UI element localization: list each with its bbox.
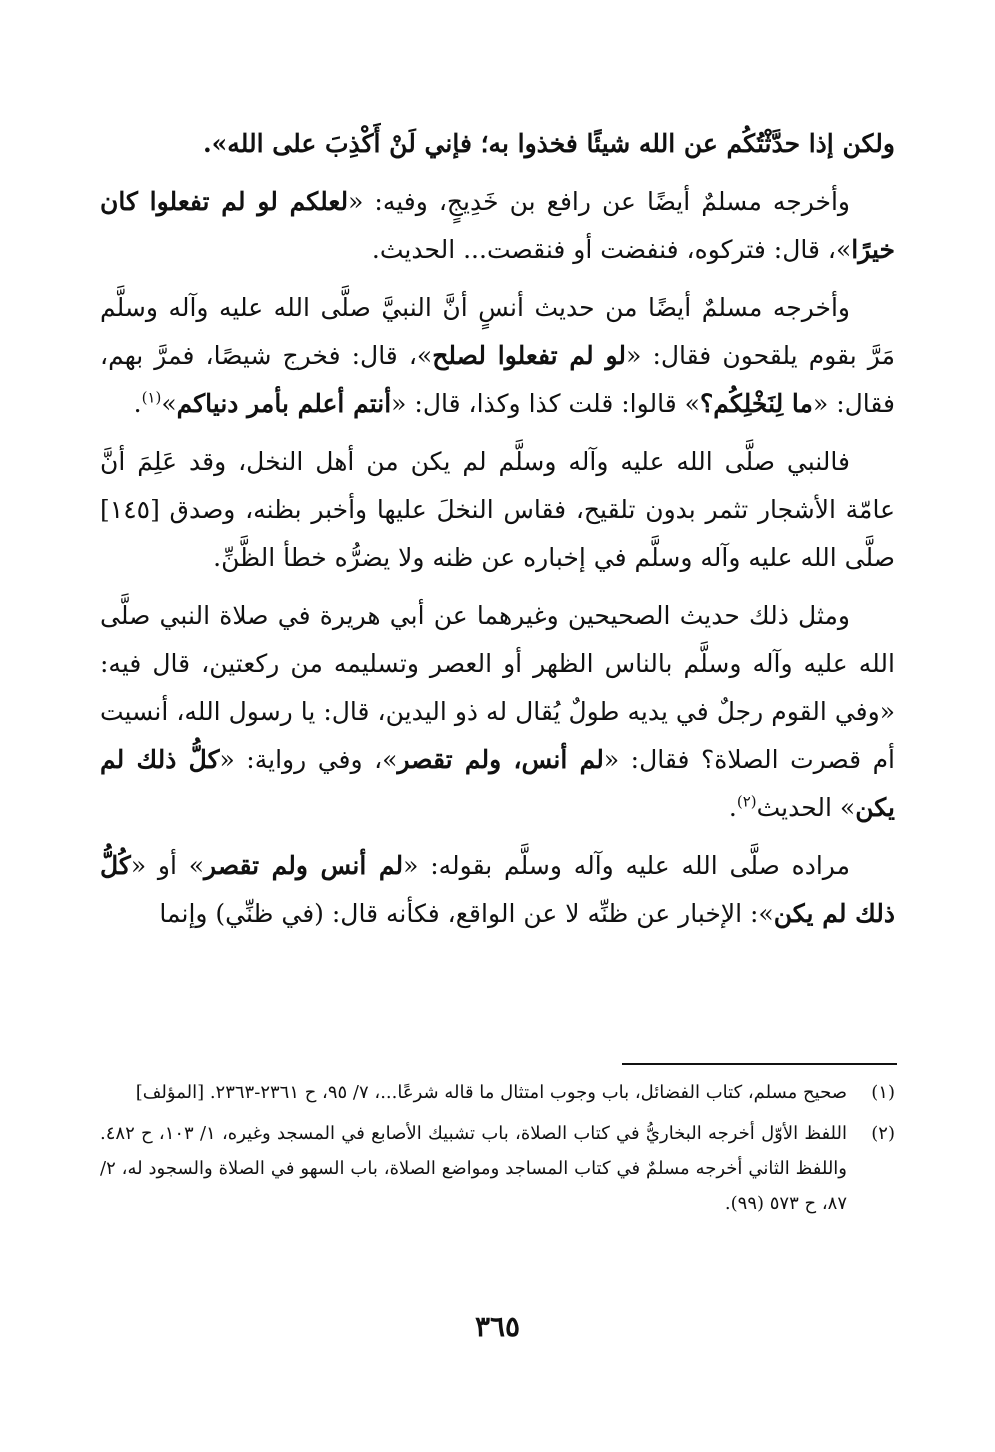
page-number: ٣٦٥: [474, 1310, 521, 1343]
footnote-divider: [622, 1063, 897, 1065]
paragraph: [100, 178, 895, 274]
paragraph: [100, 120, 895, 168]
paragraph: [100, 842, 895, 938]
text-run: .: [728, 793, 737, 822]
text-run: ومثل ذلك حديث الصحيحين وغيرهما عن أبي هريرة في صلاة النبي صلَّى الله عليه وآله وسلَّم بالناس الظهر أو العصر وتسليمه من ركعتين، قال فيه: «: [100, 601, 895, 726]
footnotes: [100, 1075, 895, 1227]
text-run: .: [133, 389, 142, 418]
bold-text-run: ولكن إذا حدَّثْتُكُم عن الله شيئًا فخذوا به؛ فإني لَنْ أَكْذِبَ على الله».: [202, 129, 895, 158]
text-run: وفي القوم رجلٌ في يديه طولٌ يُقال له ذو اليدين، قال: يا رسول الله، أنسيت أم قصرت الصلاة؟ فقال: «: [100, 697, 895, 774]
footnote: [100, 1116, 895, 1221]
bold-text-run: أنتم أعلم بأمر دنياكم: [176, 389, 392, 418]
bold-text-run: كلُّ ذلك لم يكن: [100, 745, 895, 822]
paragraph: [100, 284, 895, 428]
text-run: »: [161, 389, 177, 418]
text-run: »، قال: فتركوه، فنفضت أو فنقصت... الحديث.: [371, 235, 852, 264]
bold-text-run: لعلكم لو لم تفعلوا كان خيرًا: [100, 187, 895, 264]
footnote-number: (١): [871, 1082, 895, 1103]
text-run: وأخرجه مسلمٌ أيضًا عن رافع بن خَدِيجٍ، وفيه: «: [348, 187, 850, 216]
footnote-number: (٢): [871, 1123, 895, 1144]
bold-text-run: كُلُّ ذلك لم يكن: [100, 851, 895, 928]
text-run: فالنبي صلَّى الله عليه وآله وسلَّم لم يكن من أهل النخل، وقد عَلِمَ أنَّ عامّة الأشجار تثمر بدون تلقيح، فقاس النخلَ عليها وأخبر بظنه، وصدق [١٤٥] صلَّى الله عليه وآله وسلَّم في إخباره عن ظنه ولا يضرُّه خطأ الظَّنِّ.: [100, 447, 895, 572]
footnote: [100, 1075, 895, 1110]
footnote-reference: (١): [141, 388, 162, 407]
text-run: » أو «: [130, 851, 205, 880]
bold-text-run: لم أنس ولم تقصر: [204, 851, 404, 880]
text-run: مراده صلَّى الله عليه وآله وسلَّم بقوله: «: [403, 851, 850, 880]
text-run: »: الإخبار عن ظنِّه لا عن الواقع، فكأنه قال: (في ظنِّي) وإنما: [159, 899, 774, 928]
paragraph: [100, 592, 895, 832]
text-run: » الحديث: [756, 793, 856, 822]
text-run: »، وفي رواية: «: [219, 745, 398, 774]
text-run: »، قال: فخرج شيصًا، فمرَّ بهم، فقال: «: [100, 341, 895, 418]
paragraph: [100, 438, 895, 582]
footnote-text: اللفظ الأوّل أخرجه البخاريُّ في كتاب الصلاة، باب تشبيك الأصابع في المسجد وغيره، ١/ ١٠٣، ح ٤٨٢. واللفظ الثاني أخرجه مسلمٌ في كتاب المساجد ومواضع الصلاة، باب السهو في الصلاة والسجود له، ٢/ ٨٧، ح ٥٧٣ (٩٩).: [100, 1123, 847, 1214]
main-text: [100, 120, 895, 948]
text-run: » قالوا: قلت كذا وكذا، قال: «: [391, 389, 700, 418]
bold-text-run: لو لم تفعلوا لصلح: [432, 341, 627, 370]
footnote-text: صحيح مسلم، كتاب الفضائل، باب وجوب امتثال ما قاله شرعًا...، ٧/ ٩٥، ح ٢٣٦١-٢٣٦٣. [المؤلف]: [135, 1082, 847, 1103]
bold-text-run: ما لِنَخْلِكُم؟: [699, 389, 813, 418]
text-run: وأخرجه مسلمٌ أيضًا من حديث أنسٍ أنَّ النبيَّ صلَّى الله عليه وآله وسلَّم مَرَّ بقوم يلقحون فقال: «: [100, 293, 895, 370]
footnote-reference: (٢): [736, 792, 757, 811]
bold-text-run: لم أنس، ولم تقصر: [397, 745, 604, 774]
